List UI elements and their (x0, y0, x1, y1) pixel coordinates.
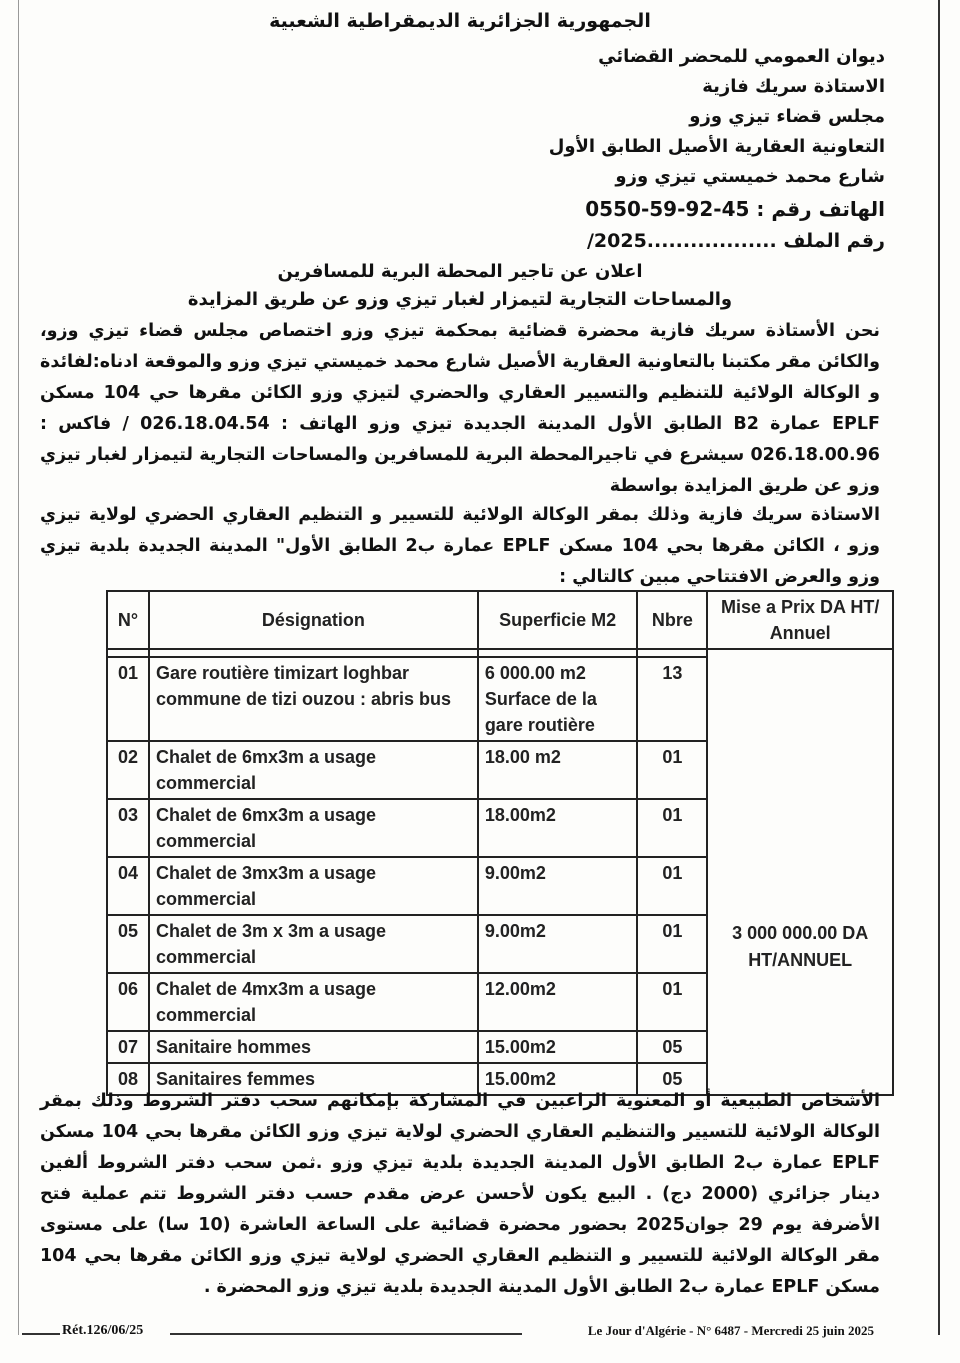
cell-superficie: 15.00m2 (478, 1063, 638, 1095)
announcement-title: اعلان عن تاجير المحطة البرية للمسافرين (277, 261, 643, 282)
cell-nbre: 01 (637, 973, 707, 1031)
cell-nbre: 01 (637, 915, 707, 973)
col-header-superficie: Superficie M2 (478, 591, 638, 649)
cell-number: 02 (107, 741, 149, 799)
col-header-number: N° (107, 591, 149, 649)
cell-nbre: 01 (637, 799, 707, 857)
cell-designation: Chalet de 3m x 3m a usage commercial (149, 915, 478, 973)
intro-paragraph: نحن الأستاذة سريك فازية محضرة قضائية بمحكمة تيزي وزو اختصاص مجلس قضاء تيزي وزو، والكائن مقر مكتبنا بالتعاونية العقارية الأصيل شارع محمد خميستي تيزي وزو والموقعة ادناه:لفائدة و الوكالة الولائية للتنظيم والتسيير العقاري والحضري لتيزي وزو الكائن مقرها حي 104 مسكن EPLF عمارة B2 الطابق الأول المدينة الجديدة تيزي وزو الهاتف : 026.18.04.54 / فاكس : 026.18.00.96 سيشرع في تاجيرالمحطة البرية للمسافرين والمساحات التجارية لتيمزار لغبار تيزي وزو عن طريق المزايدة بواسطة (40, 321, 880, 496)
cell-nbre: 13 (637, 657, 707, 741)
cell-superficie: 18.00 m2 (478, 741, 638, 799)
cell-designation: Chalet de 3mx3m a usage commercial (149, 857, 478, 915)
lots-table (106, 590, 894, 1096)
cell-superficie: 9.00m2 (478, 857, 638, 915)
cell-number: 06 (107, 973, 149, 1031)
cell-number: 04 (107, 857, 149, 915)
footer-rule-middle (170, 1333, 522, 1335)
footer-rule-left (22, 1333, 60, 1335)
cell-designation: Sanitaire hommes (149, 1031, 478, 1063)
cell-designation: Gare routière timizart loghbar commune de tizi ouzou : abris bus (149, 657, 478, 741)
cell-number: 03 (107, 799, 149, 857)
location-paragraph: الاستاذة سريك فازية وذلك بمقر الوكالة الولائية للتسيير و التنظيم العقاري الحضري لولاية تيزي وزو ، الكائن مقرها بحي 104 مسكن EPLF عمارة ب2 الطابق الأول" المدينة الجديدة بلدية تيزي وزو والعرض الافتتاحي مبين كالتالي : (40, 505, 880, 587)
table-header-row (107, 591, 893, 649)
header-line-office: ديوان العمومي للمحضر القضائي (598, 46, 885, 67)
header-line-street: شارع محمد خميستي تيزي وزو (615, 166, 885, 187)
header-line-phone: الهاتف رقم : 45-92-59-0550 (585, 197, 885, 221)
page-edge-right (938, 0, 940, 1335)
conditions-paragraph: الأشخاص الطبيعية أو المعنوية الراغبين في المشاركة بإمكانهم سحب دفتر الشروط وذلك بمقر الوكالة الولائية للتسيير والتنظيم العقاري الحضري لولاية تيزي وزو الكائن مقرها بحي 104 مسكن EPLF عمارة ب2 الطابق الأول المدينة الجديدة بلدية تيزي وزو .ثمن سحب دفتر الشروط ألفين دينار جزائري (2000 دج) . البيع يكون لأحسن عرض مقدم حسب دفتر الشروط تتم عملية فتح الأضرفة يوم 29 جوان2025 بحضور محضرة قضائية على الساعة العاشرة (10 سا) على مستوى مقر الوكالة الولائية للتسيير و التنظيم العقاري الحضري لولاية تيزي وزو الكائن مقرها بحي 104 مسكن EPLF عمارة ب2 الطابق الأول المدينة الجديدة بلدية تيزي وزو المحضرة . (40, 1091, 880, 1297)
cell-designation: Chalet de 6mx3m a usage commercial (149, 741, 478, 799)
cell-number: 07 (107, 1031, 149, 1063)
table-gap (107, 649, 893, 657)
republic-header: الجمهورية الجزائرية الديمقراطية الشعبية (269, 10, 651, 32)
footer-source: Le Jour d'Algérie - N° 6487 - Mercredi 25 juin 2025 (587, 1323, 874, 1338)
page-edge-left (18, 0, 19, 1335)
cell-nbre: 05 (637, 1063, 707, 1095)
col-header-designation: Désignation (149, 591, 478, 649)
footer-reference: Rét.126/06/25 (62, 1323, 144, 1338)
cell-superficie: 15.00m2 (478, 1031, 638, 1063)
cell-designation: Chalet de 6mx3m a usage commercial (149, 799, 478, 857)
cell-superficie: 9.00m2 (478, 915, 638, 973)
cell-nbre: 01 (637, 741, 707, 799)
cell-nbre: 05 (637, 1031, 707, 1063)
announcement-subtitle: والمساحات التجارية لتيمزار لغبار تيزي وزو عن طريق المزايدة (187, 289, 733, 310)
cell-superficie: 6 000.00 m2 Surface de la gare routière (478, 657, 638, 741)
col-header-price: Mise a Prix DA HT/ Annuel (707, 591, 893, 649)
price-cell: 3 000 000.00 DA HT/ANNUEL (707, 649, 893, 1095)
cell-number: 05 (107, 915, 149, 973)
cell-nbre: 01 (637, 857, 707, 915)
header-line-file-number: رقم الملف ..................2025/ (586, 230, 885, 252)
cell-superficie: 12.00m2 (478, 973, 638, 1031)
col-header-nbre: Nbre (637, 591, 707, 649)
header-line-court: مجلس قضاء تيزي وزو (689, 106, 885, 127)
cell-designation: Sanitaires femmes (149, 1063, 478, 1095)
cell-number: 01 (107, 657, 149, 741)
cell-number: 08 (107, 1063, 149, 1095)
header-line-name: الاستاذة سريك فازية (702, 76, 885, 97)
cell-superficie: 18.00m2 (478, 799, 638, 857)
header-line-building: التعاونية العقارية الأصيل الطابق الأول (548, 136, 885, 157)
cell-designation: Chalet de 4mx3m a usage commercial (149, 973, 478, 1031)
